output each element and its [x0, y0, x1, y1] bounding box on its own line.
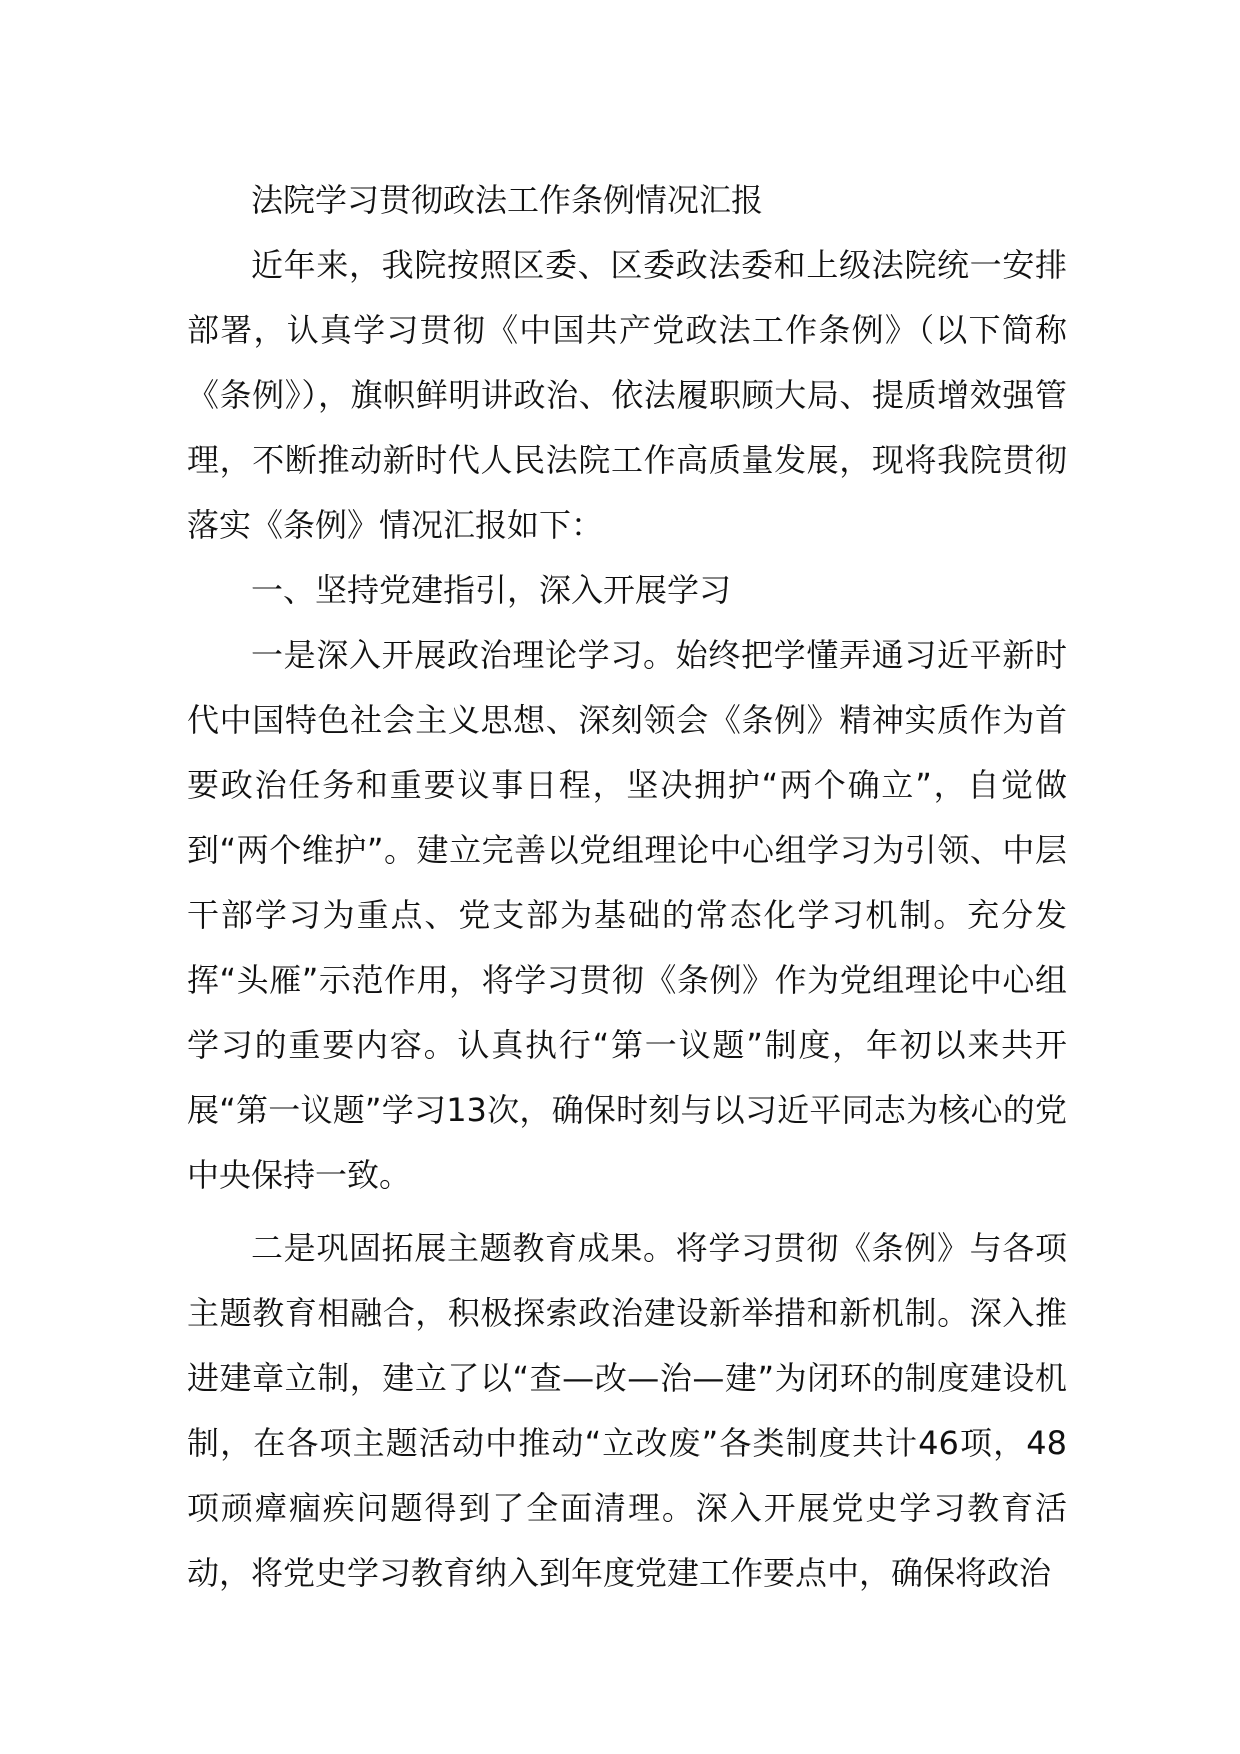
- document-title: 法院学习贯彻政法工作条例情况汇报: [251, 181, 764, 219]
- paragraph-theme-education: 二是巩固拓展主题教育成果。将学习贯彻《条例》与各项主题教育相融合，积极探索政治建设新举措和新机制。深入推进建章立制，建立了以“查—改—治—建”为闭环的制度建设机制，在各项主题活动中推动“立改废”各类制度共计46项，48项顽瘴痼疾问题得到了全面清理。深入开展党史学习教育活动，将党史学习教育纳入到年度党建工作要点中，确保将政治: [187, 1229, 1067, 1592]
- section-heading-1: 一、坚持党建指引，深入开展学习: [251, 571, 732, 609]
- document-body: [187, 168, 1067, 1606]
- intro-paragraph: 近年来，我院按照区委、区委政法委和上级法院统一安排部署，认真学习贯彻《中国共产党政法工作条例》（以下简称《条例》），旗帜鲜明讲政治、依法履职顾大局、提质增效强管理，不断推动新时代人民法院工作高质量发展，现将我院贯彻落实《条例》情况汇报如下：: [187, 246, 1067, 544]
- paragraph-political-theory: 一是深入开展政治理论学习。始终把学懂弄通习近平新时代中国特色社会主义思想、深刻领会《条例》精神实质作为首要政治任务和重要议事日程，坚决拥护“两个确立”，自觉做到“两个维护”。建立完善以党组理论中心组学习为引领、中层干部学习为重点、党支部为基础的常态化学习机制。充分发挥“头雁”示范作用，将学习贯彻《条例》作为党组理论中心组学习的重要内容。认真执行“第一议题”制度，年初以来共开展“第一议题”学习13次，确保时刻与以习近平同志为核心的党中央保持一致。: [187, 636, 1067, 1194]
